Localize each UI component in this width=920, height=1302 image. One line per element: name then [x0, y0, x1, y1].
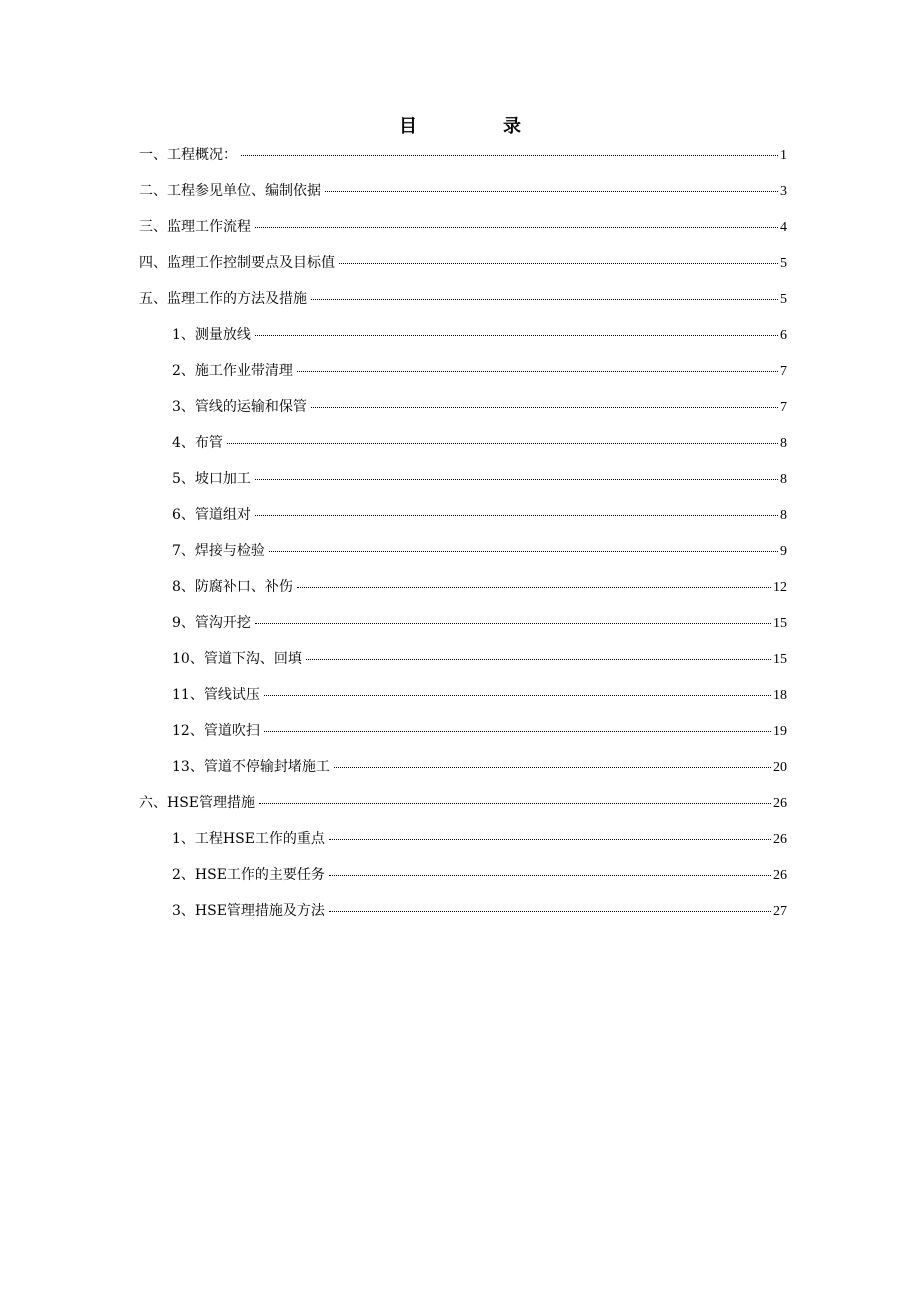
toc-entry[interactable] [139, 434, 787, 470]
toc-entry-label: 1、工程HSE工作的重点 [172, 831, 325, 847]
toc-entry-page-number: 8 [780, 472, 787, 487]
toc-entry-label: 二、工程参见单位、编制依据 [139, 183, 321, 199]
toc-entry[interactable] [139, 398, 787, 434]
toc-entry[interactable] [139, 506, 787, 542]
toc-entry-label: 四、监理工作控制要点及目标值 [139, 255, 335, 271]
toc-entry[interactable] [139, 830, 787, 866]
toc-entry[interactable] [139, 614, 787, 650]
toc-dot-leader [325, 191, 778, 192]
toc-entry-label: 7、焊接与检验 [172, 543, 265, 559]
toc-entry-page-number: 9 [780, 544, 787, 559]
toc-entry-page-number: 27 [773, 904, 787, 919]
toc-entry[interactable] [139, 902, 787, 938]
toc-dot-leader [334, 767, 771, 768]
toc-entry-label: 2、HSE工作的主要任务 [172, 867, 325, 883]
toc-dot-leader [329, 911, 771, 912]
toc-title: 目 录 [399, 116, 555, 137]
toc-entry-page-number: 18 [773, 688, 787, 703]
toc-entry-label: 2、施工作业带清理 [172, 363, 293, 379]
toc-dot-leader [255, 623, 771, 624]
toc-dot-leader [255, 479, 778, 480]
toc-entry-page-number: 1 [780, 148, 787, 163]
toc-entry[interactable] [139, 866, 787, 902]
toc-dot-leader [227, 443, 778, 444]
toc-entry-page-number: 4 [780, 220, 787, 235]
toc-entry-page-number: 26 [773, 832, 787, 847]
toc-entry-label: 3、管线的运输和保管 [172, 399, 307, 415]
toc-entry[interactable] [139, 650, 787, 686]
toc-entry[interactable] [139, 542, 787, 578]
toc-entry-page-number: 6 [780, 328, 787, 343]
toc-entry-label: 8、防腐补口、补伤 [172, 579, 293, 595]
toc-entry-label: 一、工程概况： [139, 147, 237, 163]
toc-entry-page-number: 26 [773, 796, 787, 811]
toc-dot-leader [311, 407, 778, 408]
toc-entry-label: 1、测量放线 [172, 327, 251, 343]
toc-entry-page-number: 20 [773, 760, 787, 775]
toc-entry[interactable] [139, 758, 787, 794]
toc-entry-label: 六、HSE管理措施 [139, 795, 256, 811]
toc-entry-label: 3、HSE管理措施及方法 [172, 903, 325, 919]
toc-entry[interactable] [139, 146, 787, 182]
toc-entry[interactable] [139, 722, 787, 758]
toc-entry-label: 三、监理工作流程 [139, 219, 251, 235]
toc-dot-leader [255, 335, 778, 336]
toc-dot-leader [255, 227, 778, 228]
toc-entry-label: 10、管道下沟、回填 [172, 651, 302, 667]
toc-entry-page-number: 5 [780, 256, 787, 271]
toc-dot-leader [339, 263, 778, 264]
toc-entry-label: 6、管道组对 [172, 507, 251, 523]
toc-entry-label: 11、管线试压 [172, 687, 260, 703]
toc-dot-leader [297, 587, 771, 588]
toc-entry-page-number: 7 [780, 400, 787, 415]
toc-entry[interactable] [139, 794, 787, 830]
toc-entry[interactable] [139, 470, 787, 506]
toc-entry-page-number: 19 [773, 724, 787, 739]
toc-entry-page-number: 7 [780, 364, 787, 379]
toc-entry[interactable] [139, 362, 787, 398]
toc-list [139, 146, 787, 938]
toc-dot-leader [329, 875, 771, 876]
toc-entry[interactable] [139, 578, 787, 614]
toc-entry-label: 4、布管 [172, 435, 223, 451]
toc-dot-leader [269, 551, 778, 552]
toc-entry-page-number: 8 [780, 436, 787, 451]
toc-dot-leader [264, 731, 771, 732]
toc-entry-label: 13、管道不停输封堵施工 [172, 759, 330, 775]
toc-entry-page-number: 3 [780, 184, 787, 199]
toc-dot-leader [264, 695, 771, 696]
toc-entry[interactable] [139, 686, 787, 722]
toc-dot-leader [311, 299, 778, 300]
toc-dot-leader [306, 659, 771, 660]
toc-entry[interactable] [139, 182, 787, 218]
toc-entry-page-number: 12 [773, 580, 787, 595]
toc-entry[interactable] [139, 218, 787, 254]
toc-dot-leader [241, 155, 778, 156]
toc-entry[interactable] [139, 326, 787, 362]
toc-entry[interactable] [139, 254, 787, 290]
toc-entry[interactable] [139, 290, 787, 326]
toc-dot-leader [297, 371, 778, 372]
toc-entry-label: 9、管沟开挖 [172, 615, 251, 631]
toc-entry-label: 五、监理工作的方法及措施 [139, 291, 307, 307]
toc-entry-page-number: 5 [780, 292, 787, 307]
toc-entry-page-number: 8 [780, 508, 787, 523]
toc-entry-label: 12、管道吹扫 [172, 723, 260, 739]
toc-dot-leader [259, 803, 771, 804]
toc-entry-label: 5、坡口加工 [172, 471, 251, 487]
toc-entry-page-number: 15 [773, 652, 787, 667]
toc-dot-leader [255, 515, 778, 516]
toc-dot-leader [329, 839, 771, 840]
toc-entry-page-number: 15 [773, 616, 787, 631]
toc-entry-page-number: 26 [773, 868, 787, 883]
